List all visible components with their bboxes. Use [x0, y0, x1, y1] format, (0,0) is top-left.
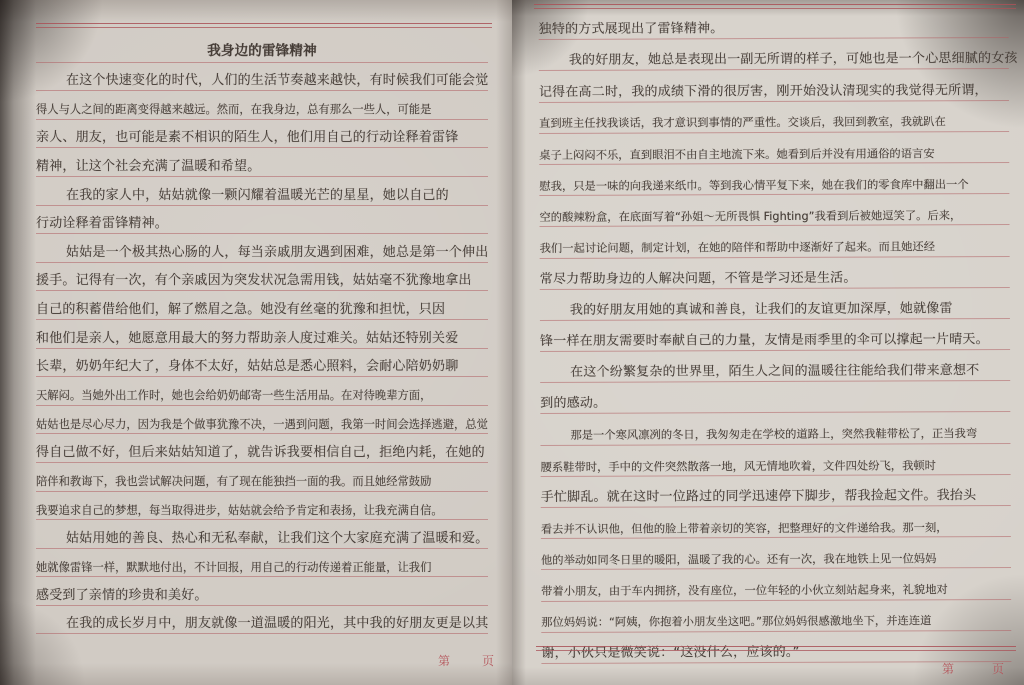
handwritten-line [541, 506, 1011, 539]
handwriting-text: 姑姑是一个极其热心肠的人，每当亲戚朋友遇到困难，她总是第一个伸出 [66, 244, 489, 260]
handwritten-line [36, 520, 488, 549]
handwritten-line [36, 492, 488, 521]
handwriting-text: 得人与人之间的距离变得越来越远。然而，在我身边，总有那么一些人，可能是 [36, 103, 432, 117]
handwriting-text: 谢，小伙只是微笑说：“这没什么，应该的。” [541, 644, 800, 661]
ruled-lines-area [36, 34, 488, 634]
handwriting-text: 锋一样在朋友需要时奉献自己的力量，友情是雨季里的伞可以撑起一片晴天。 [539, 332, 989, 350]
handwriting-text: 天解闷。当她外出工作时，她也会给奶奶邮寄一些生活用品。在对待晚辈方面， [36, 389, 432, 403]
handwritten-line [36, 291, 488, 320]
handwritten-line [36, 349, 488, 378]
handwriting-text: 到的感动。 [540, 396, 607, 412]
essay-title [36, 34, 488, 63]
handwritten-line [539, 38, 1018, 71]
handwriting-text: 她就像雷锋一样，默默地付出，不计回报，用自己的行动传递着正能量，让我们 [36, 560, 432, 574]
handwriting-text: 我要追求自己的梦想，每当取得进步，姑姑就会给予肯定和表扬，让我充满自信。 [36, 503, 443, 517]
handwriting-text: 直到班主任找我谈话，我才意识到事情的严重性。交谈后，我回到教室，我就趴在 [539, 115, 946, 131]
handwritten-line [540, 319, 1010, 352]
handwriting-text: 常尽力帮助身边的人解决问题，不管是学习还是生活。 [539, 270, 857, 287]
handwriting-text: 感受到了亲情的珍贵和美好。 [36, 587, 208, 603]
handwritten-line [540, 350, 1010, 383]
handwriting-text: 援手。记得有一次，有个亲戚因为突发状况急需用钱，姑姑毫不犹豫地拿出 [36, 273, 472, 289]
handwriting-text: 行动诠释着雷锋精神。 [36, 216, 169, 232]
red-double-rule-bottom [536, 646, 1016, 651]
handwritten-line [540, 412, 1010, 445]
page-footer-di-label: 第 [438, 654, 451, 668]
handwritten-line [540, 225, 1010, 258]
handwritten-line [539, 101, 1009, 134]
red-double-rule-top [36, 23, 492, 28]
handwritten-line [539, 194, 1009, 227]
handwritten-line [539, 163, 1009, 196]
handwriting-text: 慰我，只是一味的向我递来纸巾。等到我心情平复下来，她在我们的零食库中翻出一个 [539, 177, 969, 193]
handwriting-text: 和他们是亲人，她愿意用最大的努力帮助亲人度过难关。姑姑还特别关爱 [36, 330, 459, 346]
page-footer-ye-label: 页 [991, 662, 1004, 676]
handwriting-text: 手忙脚乱。就在这时一位路过的同学迅速停下脚步，帮我捡起文件。我抬头 [540, 488, 977, 506]
page-number-footer [438, 652, 494, 669]
handwriting-text: 得自己做不好，但后来姑姑知道了，就告诉我要相信自己，拒绝内耗，在她的 [36, 444, 485, 460]
handwritten-line [36, 606, 488, 635]
handwriting-text: 他的举动如同冬日里的暖阳，温暖了我的心。还有一次，我在地铁上见一位妈妈 [540, 552, 937, 568]
handwriting-text: 独特的方式展现出了雷锋精神。 [538, 21, 724, 38]
handwriting-text: 我身边的雷锋精神 [207, 43, 317, 60]
handwriting-text: 腰系鞋带时，手中的文件突然散落一地，风无情地吹着，文件四处纷飞，我顿时 [540, 458, 937, 474]
handwritten-line [539, 69, 1009, 102]
handwriting-text: 姑姑也是尽心尽力，因为我是个做事犹豫不决，一遇到问题，我第一时间会选择逃避，总觉 [36, 418, 488, 432]
handwriting-text: 在我的家人中，姑姑就像一颗闪耀着温暖光芒的星星，她以自己的 [66, 187, 449, 203]
handwriting-text: 桌子上闷闷不乐，直到眼泪不由自主地流下来。她看到后并没有用通俗的语言安 [539, 146, 935, 162]
handwriting-text: 自己的积蓄借给他们，解了燃眉之急。她没有丝毫的犹豫和担忧，只因 [36, 301, 446, 317]
handwritten-line [36, 406, 488, 435]
page-footer-ye-label: 页 [481, 654, 494, 668]
handwritten-line [539, 132, 1009, 165]
handwritten-line [36, 320, 488, 349]
handwriting-text: 在我的成长岁月中，朋友就像一道温暖的阳光，其中我的好朋友更是以其 [66, 616, 489, 632]
handwriting-text: 记得在高二时，我的成绩下滑的很厉害，刚开始没认清现实的我觉得无所谓， [538, 82, 988, 100]
handwriting-text: 在这个纷繁复杂的世界里，陌生人之间的温暖往往能给我们带来意想不 [570, 363, 980, 381]
handwritten-line [541, 475, 1011, 508]
handwriting-text: 我的好朋友用她的真诚和善良，让我们的友谊更加深厚，她就像雷 [569, 301, 953, 318]
handwriting-text: 那位妈妈说：“阿姨，你抱着小朋友坐这吧。”那位妈妈很感激地坐下，并连连道 [541, 614, 932, 630]
handwritten-line [540, 444, 1010, 477]
handwriting-text: 带着小朋友，由于车内拥挤，没有座位，一位年轻的小伙立刻站起身来，礼貌地对 [541, 583, 948, 599]
handwritten-line [539, 7, 1009, 40]
handwritten-line [36, 234, 488, 263]
handwritten-line [36, 148, 488, 177]
handwritten-line [36, 63, 488, 92]
handwriting-text: 姑姑用她的善良、热心和无私奉献，让我们这个大家庭充满了温暖和爱。 [66, 530, 489, 546]
handwritten-line [541, 600, 1011, 633]
ruled-lines-area [538, 7, 1018, 664]
handwriting-text: 看去并不认识他，但他的脸上带着亲切的笑容，把整理好的文件递给我。那一刻， [540, 521, 948, 536]
handwritten-line [36, 91, 488, 120]
handwritten-line [36, 206, 488, 235]
handwriting-text: 精神，让这个社会充满了温暖和希望。 [36, 158, 261, 174]
handwritten-line [540, 288, 1010, 321]
handwritten-line [36, 120, 488, 149]
handwritten-line [36, 263, 488, 292]
handwriting-text: 在这个快速变化的时代，人们的生活节奏越来越快，有时候我们可能会觉 [66, 73, 489, 89]
handwritten-line [36, 377, 488, 406]
handwriting-text: 那是一个寒风凛冽的冬日，我匆匆走在学校的道路上，突然我鞋带松了，正当我弯 [570, 427, 978, 443]
handwritten-line [541, 568, 1011, 601]
handwritten-line [36, 434, 488, 463]
handwriting-text: 亲人、朋友，也可能是素不相识的陌生人，他们用自己的行动诠释着雷锋 [36, 130, 459, 146]
handwritten-line [540, 381, 1010, 414]
handwriting-text: 长辈，奶奶年纪大了，身体不太好，姑姑总是悉心照料，会耐心陪奶奶聊 [36, 359, 459, 375]
handwritten-line [36, 177, 488, 206]
handwriting-text: 我们一起讨论问题，制定计划，在她的陪伴和帮助中逐渐好了起来。而且她还经 [539, 240, 936, 256]
handwritten-line [36, 463, 488, 492]
handwritten-line [36, 577, 488, 606]
handwritten-line [541, 537, 1011, 570]
handwritten-line [540, 256, 1010, 289]
right-page-photo [512, 0, 1024, 685]
handwriting-text: 空的酸辣粉盒，在底面写着“孙姐～无所畏惧 Fighting”我看到后被她逗笑了。后来， [539, 209, 962, 225]
handwriting-text: 我的好朋友，她总是表现出一副无所谓的样子，可她也是一个心思细腻的女孩 [568, 51, 1018, 69]
handwriting-text: 陪伴和教诲下，我也尝试解决问题，有了现在能独挡一面的我。而且她经常鼓励 [36, 475, 432, 489]
handwritten-line [36, 549, 488, 578]
page-number-footer [942, 660, 1004, 677]
page-footer-di-label: 第 [942, 662, 955, 676]
